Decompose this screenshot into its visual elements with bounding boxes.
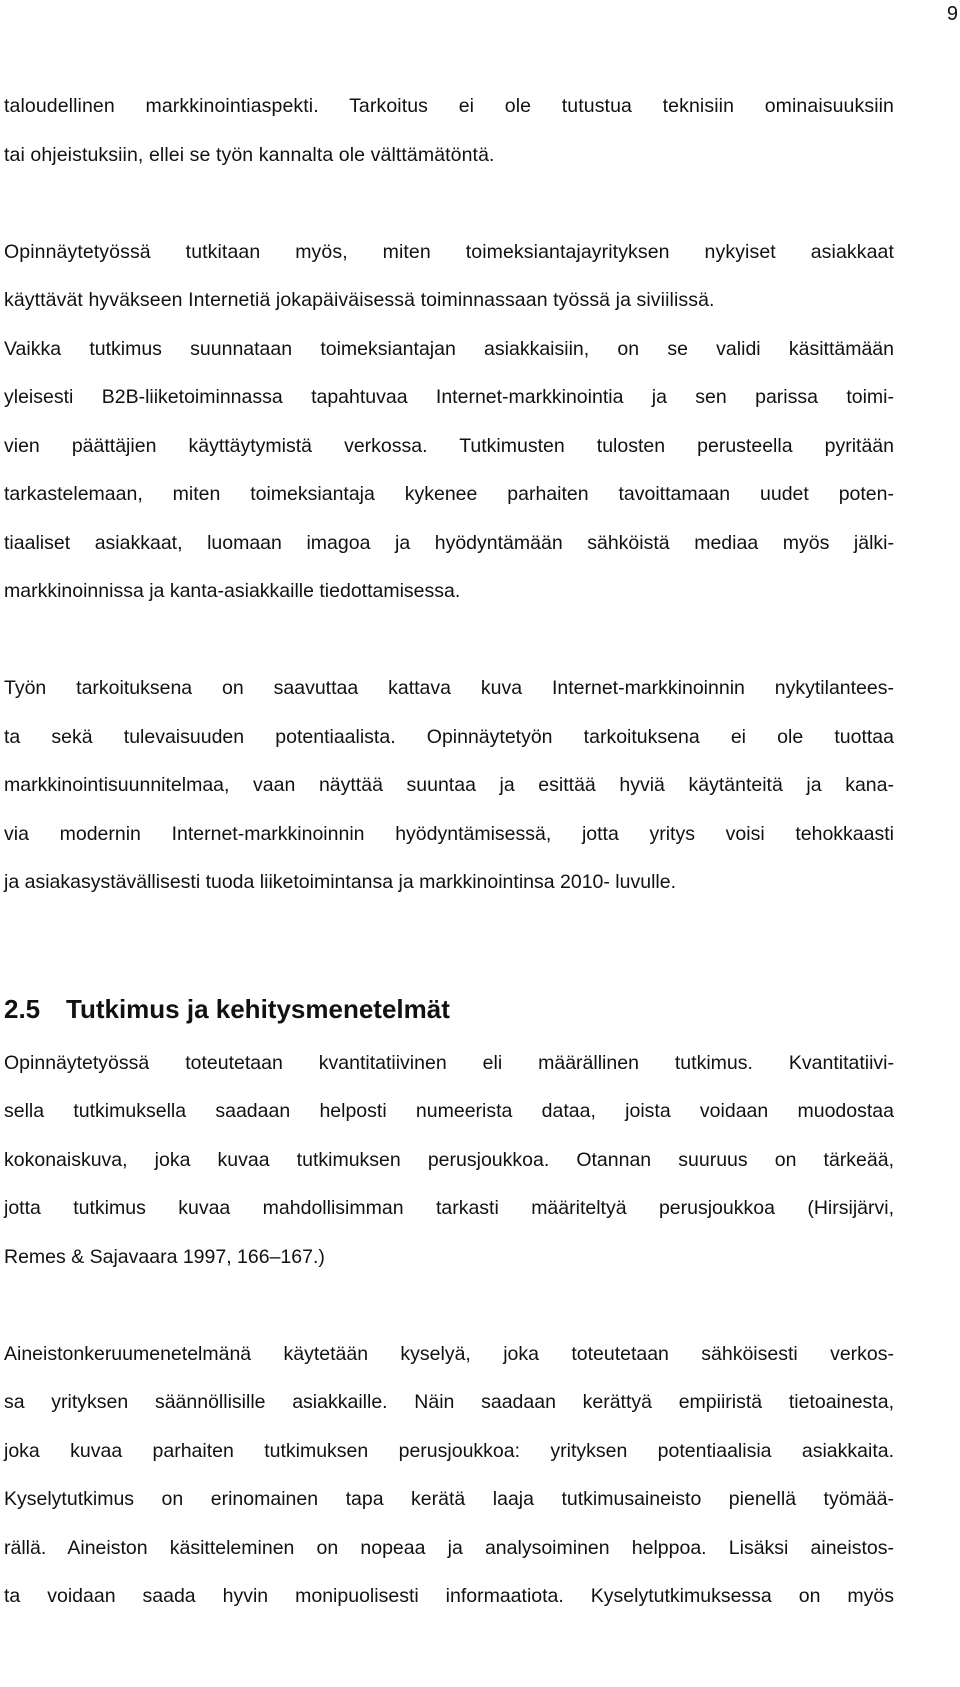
paragraph: [4, 1039, 894, 1282]
text-line: ta voidaan saada hyvin monipuolisesti informaatiota. Kyselytutkimuksessa on myös: [4, 1585, 894, 1607]
text-line: ta sekä tulevaisuuden potentiaalista. Opinnäytetyön tarkoituksena ei ole tuottaa: [4, 725, 894, 748]
text-line: taloudellinen markkinointiaspekti. Tarkoitus ei ole tutustua teknisiin ominaisuuksiin: [4, 95, 894, 117]
paragraph: [4, 1330, 894, 1621]
section-number: 2.5: [4, 993, 41, 1024]
text-line: vien päättäjien käyttäytymistä verkossa. Tutkimusten tulosten perusteella pyritään: [4, 434, 894, 457]
text-line: Opinnäytetyössä toteutetaan kvantitatiivinen eli määrällinen tutkimus. Kvantitatiivi-: [4, 1051, 894, 1074]
text-line: joka kuvaa parhaiten tutkimuksen perusjoukkoa: yrityksen potentiaalisia asiakkaita.: [4, 1439, 894, 1462]
document-body: [4, 82, 894, 1621]
text-line: tarkastelemaan, miten toimeksiantaja kykenee parhaiten tavoittamaan uudet poten-: [4, 483, 894, 505]
text-line: ja asiakasystävällisesti tuoda liiketoimintansa ja markkinointinsa 2010- luvulle.: [4, 871, 676, 893]
text-line: via modernin Internet-markkinoinnin hyödyntämisessä, jotta yritys voisi tehokkaasti: [4, 822, 894, 845]
section-title: Tutkimus ja kehitysmenetelmät: [66, 993, 450, 1024]
text-line: sa yrityksen säännöllisille asiakkaille. Näin saadaan kerättyä empiiristä tietoainesta,: [4, 1391, 894, 1413]
text-line: Opinnäytetyössä tutkitaan myös, miten toimeksiantajayrityksen nykyiset asiakkaat: [4, 240, 894, 263]
text-line: jotta tutkimus kuvaa mahdollisimman tarkasti määriteltyä perusjoukkoa (Hirsijärvi,: [4, 1197, 894, 1219]
text-line: tiaaliset asiakkaat, luomaan imagoa ja hyödyntämään sähköistä mediaa myös jälki-: [4, 531, 894, 554]
paragraph: [4, 664, 894, 907]
text-line: markkinoinnissa ja kanta-asiakkaille tiedottamisessa.: [4, 580, 461, 602]
paragraph: [4, 228, 894, 616]
text-line: yleisesti B2B-liiketoiminnassa tapahtuvaa Internet-markkinointia ja sen parissa toimi-: [4, 386, 894, 408]
text-line: Kyselytutkimus on erinomainen tapa kerätä laaja tutkimusaineisto pienellä työmää-: [4, 1488, 894, 1510]
paragraph: [4, 82, 894, 179]
text-line: rällä. Aineiston käsitteleminen on nopeaa ja analysoiminen helppoa. Lisäksi aineistos-: [4, 1536, 894, 1559]
text-line: Vaikka tutkimus suunnataan toimeksiantajan asiakkaisiin, on se validi käsittämään: [4, 337, 894, 360]
text-line: Aineistonkeruumenetelmänä käytetään kyselyä, joka toteutetaan sähköisesti verkos-: [4, 1342, 894, 1365]
text-line: Remes & Sajavaara 1997, 166–167.): [4, 1245, 325, 1268]
text-line: sella tutkimuksella saadaan helposti numeerista dataa, joista voidaan muodostaa: [4, 1100, 894, 1122]
text-line: markkinointisuunnitelmaa, vaan näyttää suuntaa ja esittää hyviä käytänteitä ja kana-: [4, 774, 894, 796]
section-heading: [4, 979, 894, 1039]
text-line: tai ohjeistuksiin, ellei se työn kannalta ole välttämätöntä.: [4, 143, 495, 166]
text-line: kokonaiskuva, joka kuvaa tutkimuksen perusjoukkoa. Otannan suuruus on tärkeää,: [4, 1148, 894, 1171]
page-number: 9: [946, 3, 958, 25]
text-line: Työn tarkoituksena on saavuttaa kattava kuva Internet-markkinoinnin nykytilantees-: [4, 677, 894, 699]
text-line: käyttävät hyväkseen Internetiä jokapäiväisessä toiminnassaan työssä ja siviilissä.: [4, 289, 715, 311]
